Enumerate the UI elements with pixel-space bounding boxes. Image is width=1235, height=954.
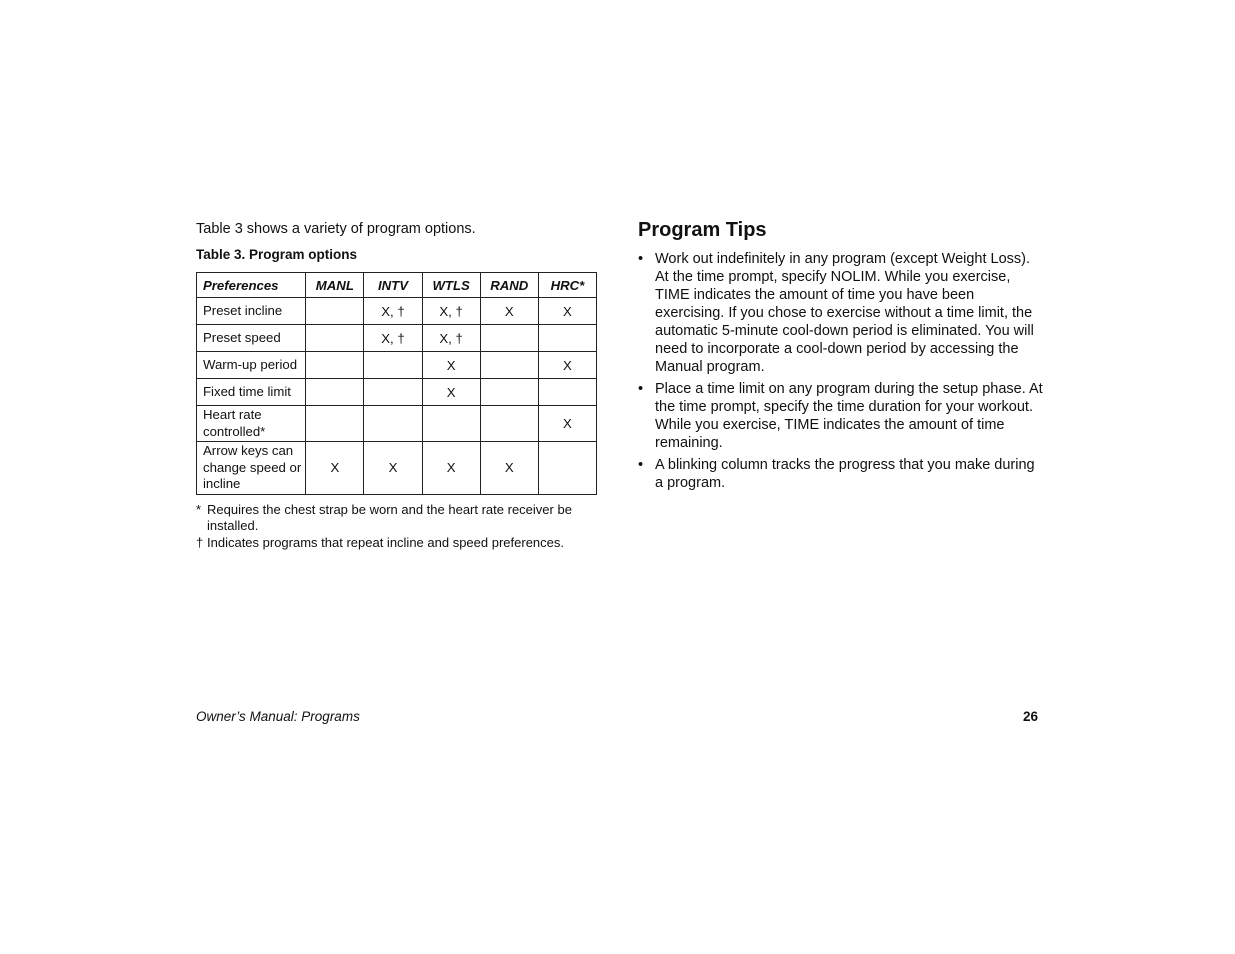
table-row xyxy=(197,325,597,352)
footnote-dagger xyxy=(196,535,606,552)
table-row xyxy=(197,379,597,406)
header-hrc: HRC* xyxy=(538,273,596,298)
table-cell xyxy=(480,325,538,352)
list-item xyxy=(638,250,1043,376)
table-cell: X xyxy=(306,442,364,495)
table-cell xyxy=(364,406,422,442)
program-options-table xyxy=(196,272,597,495)
header-intv: INTV xyxy=(364,273,422,298)
bullet-icon: • xyxy=(638,251,644,267)
table-cell xyxy=(538,442,596,495)
table-cell xyxy=(306,298,364,325)
table-row xyxy=(197,298,597,325)
footnote-mark: † xyxy=(196,534,204,550)
table-row xyxy=(197,352,597,379)
table-row xyxy=(197,442,597,495)
tip-text: Place a time limit on any program during the setup phase. At the time prompt, specify the time duration for your workout. While you exercise, TIME indicates the amount of time remaining. xyxy=(655,381,1043,451)
table-cell: X xyxy=(364,442,422,495)
table-caption: Table 3. Program options xyxy=(196,247,358,262)
table-header-row xyxy=(197,273,597,298)
tips-list xyxy=(638,250,1043,492)
table-cell xyxy=(422,406,480,442)
footnote-asterisk xyxy=(196,502,606,535)
table-cell xyxy=(306,325,364,352)
table-cell xyxy=(538,379,596,406)
header-manl: MANL xyxy=(306,273,364,298)
row-label: Fixed time limit xyxy=(197,379,306,406)
table-cell: X, † xyxy=(422,298,480,325)
header-preferences: Preferences xyxy=(197,273,306,298)
table-cell xyxy=(538,325,596,352)
row-label: Heart rate controlled* xyxy=(197,406,306,442)
left-column xyxy=(196,219,606,551)
table-cell: X xyxy=(480,298,538,325)
footnote-mark: * xyxy=(196,501,202,517)
table-cell xyxy=(306,352,364,379)
table-cell: X xyxy=(538,298,596,325)
section-title: Program Tips xyxy=(638,219,767,241)
list-item xyxy=(638,456,1043,492)
table-cell: X xyxy=(538,352,596,379)
table-cell: X xyxy=(538,406,596,442)
table-cell xyxy=(364,352,422,379)
footer-title: Owner’s Manual: Programs xyxy=(196,709,360,724)
right-column xyxy=(638,216,1043,496)
table-cell: X, † xyxy=(422,325,480,352)
tip-text: Work out indefinitely in any program (except Weight Loss). At the time prompt, specify NOLIM. While you exercise, TIME indicates the amount of time you have been exercising. If you chose to exercise without a time limit, the automatic 5-minute cool-down period is eliminated. You will need to incorporate a cool-down period by accessing the Manual program. xyxy=(655,251,1034,375)
row-label: Warm-up period xyxy=(197,352,306,379)
tip-text: A blinking column tracks the progress that you make during a program. xyxy=(655,457,1035,491)
table-cell xyxy=(364,379,422,406)
header-wtls: WTLS xyxy=(422,273,480,298)
footnote-text: Indicates programs that repeat incline and speed preferences. xyxy=(207,534,564,550)
list-item xyxy=(638,380,1043,452)
bullet-icon: • xyxy=(638,457,644,473)
table-row xyxy=(197,406,597,442)
page-number: 26 xyxy=(1022,709,1038,724)
row-label: Preset speed xyxy=(197,325,306,352)
table-cell xyxy=(480,406,538,442)
footnote-text: Requires the chest strap be worn and the heart rate receiver be installed. xyxy=(207,501,572,533)
table-cell: X xyxy=(422,379,480,406)
table-cell: X xyxy=(422,442,480,495)
table-footnotes xyxy=(196,502,606,552)
bullet-icon: • xyxy=(638,381,644,397)
table-cell xyxy=(480,379,538,406)
table-cell: X xyxy=(480,442,538,495)
header-rand: RAND xyxy=(480,273,538,298)
table-cell xyxy=(480,352,538,379)
table-cell: X, † xyxy=(364,298,422,325)
table-cell xyxy=(306,406,364,442)
table-cell: X, † xyxy=(364,325,422,352)
table-cell: X xyxy=(422,352,480,379)
row-label: Preset incline xyxy=(197,298,306,325)
table-cell xyxy=(306,379,364,406)
row-label: Arrow keys can change speed or incline xyxy=(197,442,306,495)
intro-text: Table 3 shows a variety of program options. xyxy=(196,221,476,237)
